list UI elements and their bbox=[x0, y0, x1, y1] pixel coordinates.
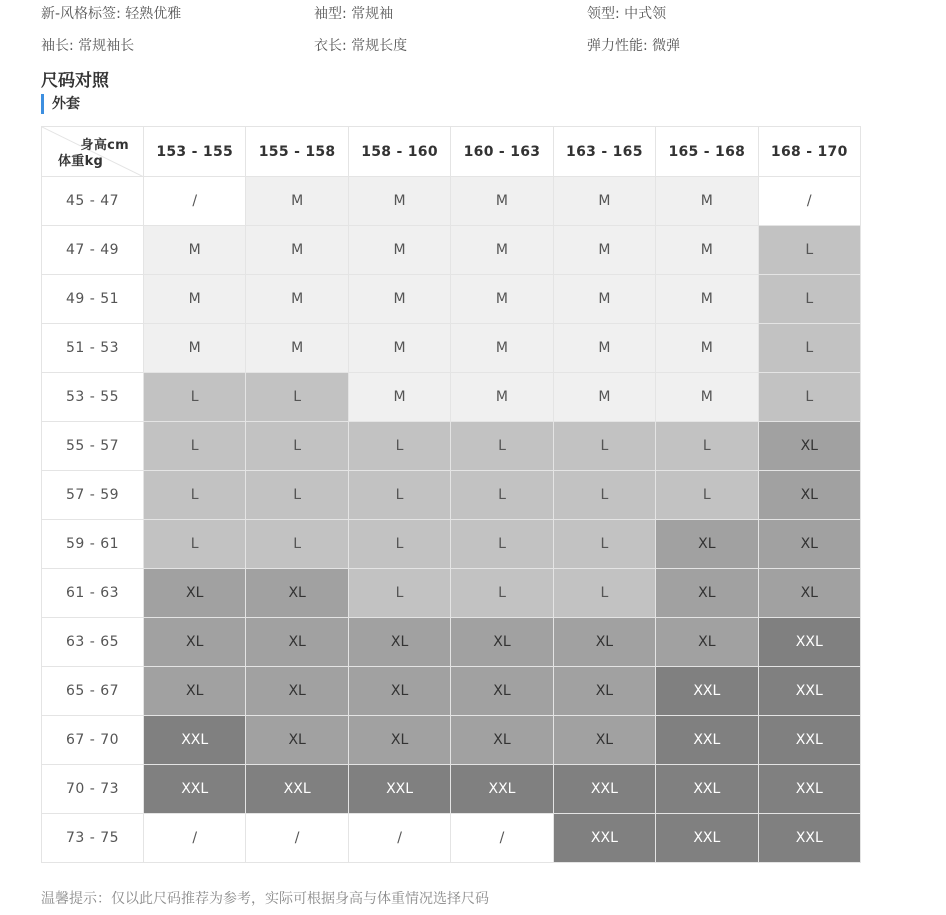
weight-range-cell: 53 - 55 bbox=[42, 373, 144, 422]
weight-range-cell: 45 - 47 bbox=[42, 177, 144, 226]
attribute-label: 新-风格标签 bbox=[41, 6, 117, 22]
size-cell: L bbox=[246, 373, 348, 422]
size-cell: XXL bbox=[656, 667, 758, 716]
height-range-header: 153 - 155 bbox=[144, 127, 246, 177]
size-cell: XL bbox=[348, 618, 450, 667]
attribute-label: 袖长 bbox=[41, 38, 69, 54]
size-cell: / bbox=[144, 814, 246, 863]
table-row bbox=[42, 275, 861, 324]
size-cell: M bbox=[553, 373, 655, 422]
attribute-separator: : bbox=[69, 38, 79, 54]
table-row bbox=[42, 226, 861, 275]
size-cell: M bbox=[656, 275, 758, 324]
table-row bbox=[42, 716, 861, 765]
size-cell: L bbox=[246, 422, 348, 471]
size-cell: XXL bbox=[144, 765, 246, 814]
size-cell: XL bbox=[144, 618, 246, 667]
size-cell: XL bbox=[758, 422, 860, 471]
size-cell: L bbox=[144, 520, 246, 569]
size-cell: XL bbox=[451, 716, 553, 765]
weight-range-cell: 49 - 51 bbox=[42, 275, 144, 324]
size-cell: M bbox=[246, 226, 348, 275]
size-cell: XXL bbox=[758, 716, 860, 765]
size-cell: XL bbox=[246, 618, 348, 667]
size-cell: L bbox=[144, 373, 246, 422]
size-cell: M bbox=[348, 324, 450, 373]
weight-range-cell: 47 - 49 bbox=[42, 226, 144, 275]
attribute-label: 领型 bbox=[587, 6, 615, 22]
height-range-header: 165 - 168 bbox=[656, 127, 758, 177]
table-row bbox=[42, 667, 861, 716]
size-cell: XXL bbox=[348, 765, 450, 814]
size-cell: XXL bbox=[553, 814, 655, 863]
size-cell: L bbox=[553, 569, 655, 618]
size-cell: M bbox=[656, 324, 758, 373]
size-cell: L bbox=[451, 520, 553, 569]
size-cell: L bbox=[553, 422, 655, 471]
attribute-item bbox=[314, 36, 407, 56]
attribute-label: 袖型 bbox=[314, 6, 342, 22]
size-chart-table bbox=[41, 126, 861, 863]
weight-range-cell: 51 - 53 bbox=[42, 324, 144, 373]
size-cell: XXL bbox=[451, 765, 553, 814]
size-cell: XL bbox=[553, 667, 655, 716]
size-cell: M bbox=[553, 177, 655, 226]
size-cell: L bbox=[144, 471, 246, 520]
weight-range-cell: 57 - 59 bbox=[42, 471, 144, 520]
size-cell: M bbox=[348, 373, 450, 422]
attribute-value: 常规长度 bbox=[351, 38, 408, 54]
corner-height-label: 身高cm bbox=[80, 138, 129, 153]
size-cell: M bbox=[656, 373, 758, 422]
size-cell: L bbox=[451, 422, 553, 471]
height-range-header: 158 - 160 bbox=[348, 127, 450, 177]
table-row bbox=[42, 422, 861, 471]
size-cell: M bbox=[144, 275, 246, 324]
size-cell: XXL bbox=[656, 765, 758, 814]
table-row bbox=[42, 569, 861, 618]
size-cell: M bbox=[553, 226, 655, 275]
size-cell: XXL bbox=[656, 716, 758, 765]
size-cell: M bbox=[553, 275, 655, 324]
attribute-item bbox=[587, 4, 666, 24]
size-cell: XXL bbox=[758, 765, 860, 814]
height-range-header: 163 - 165 bbox=[553, 127, 655, 177]
corner-weight-label: 体重kg bbox=[58, 154, 104, 169]
weight-range-cell: 61 - 63 bbox=[42, 569, 144, 618]
size-cell: XXL bbox=[758, 814, 860, 863]
size-cell: L bbox=[348, 520, 450, 569]
attribute-value: 微弹 bbox=[652, 38, 681, 54]
size-cell: M bbox=[348, 275, 450, 324]
weight-range-cell: 59 - 61 bbox=[42, 520, 144, 569]
size-cell: M bbox=[451, 226, 553, 275]
size-cell: XXL bbox=[553, 765, 655, 814]
table-row bbox=[42, 520, 861, 569]
size-cell: XL bbox=[451, 618, 553, 667]
table-row bbox=[42, 814, 861, 863]
weight-range-cell: 63 - 65 bbox=[42, 618, 144, 667]
size-cell: L bbox=[758, 226, 860, 275]
size-cell: XL bbox=[348, 716, 450, 765]
attribute-item bbox=[41, 36, 134, 56]
size-chart-subtitle: 外套 bbox=[41, 94, 80, 114]
weight-range-cell: 55 - 57 bbox=[42, 422, 144, 471]
attribute-label: 衣长 bbox=[314, 38, 342, 54]
size-cell: L bbox=[553, 471, 655, 520]
attribute-value: 轻熟优雅 bbox=[125, 6, 182, 22]
weight-range-cell: 73 - 75 bbox=[42, 814, 144, 863]
size-cell: XXL bbox=[758, 618, 860, 667]
size-cell: XL bbox=[758, 471, 860, 520]
size-cell: XL bbox=[553, 716, 655, 765]
size-cell: XL bbox=[656, 520, 758, 569]
table-row bbox=[42, 765, 861, 814]
weight-range-cell: 67 - 70 bbox=[42, 716, 144, 765]
size-cell: / bbox=[758, 177, 860, 226]
size-cell: M bbox=[348, 177, 450, 226]
attribute-separator: : bbox=[342, 6, 352, 22]
size-cell: / bbox=[144, 177, 246, 226]
size-cell: XL bbox=[656, 618, 758, 667]
table-row bbox=[42, 471, 861, 520]
size-cell: L bbox=[656, 471, 758, 520]
size-cell: / bbox=[348, 814, 450, 863]
size-cell: XL bbox=[246, 716, 348, 765]
size-cell: XXL bbox=[758, 667, 860, 716]
size-cell: M bbox=[348, 226, 450, 275]
size-cell: M bbox=[144, 226, 246, 275]
size-cell: XXL bbox=[656, 814, 758, 863]
size-cell: XXL bbox=[246, 765, 348, 814]
size-cell: XL bbox=[758, 520, 860, 569]
size-cell: XL bbox=[553, 618, 655, 667]
size-cell: L bbox=[246, 471, 348, 520]
size-cell: M bbox=[246, 275, 348, 324]
size-cell: M bbox=[451, 373, 553, 422]
size-cell: M bbox=[451, 177, 553, 226]
table-row bbox=[42, 618, 861, 667]
attribute-separator: : bbox=[342, 38, 352, 54]
size-table-corner-cell bbox=[42, 127, 144, 177]
weight-range-cell: 65 - 67 bbox=[42, 667, 144, 716]
table-row bbox=[42, 177, 861, 226]
size-cell: L bbox=[451, 569, 553, 618]
size-cell: XL bbox=[348, 667, 450, 716]
size-cell: L bbox=[656, 422, 758, 471]
size-cell: L bbox=[348, 422, 450, 471]
size-cell: M bbox=[656, 226, 758, 275]
size-chart-title: 尺码对照 bbox=[41, 71, 109, 91]
size-table-body bbox=[42, 177, 861, 863]
size-cell: XL bbox=[656, 569, 758, 618]
height-range-header: 168 - 170 bbox=[758, 127, 860, 177]
size-cell: / bbox=[246, 814, 348, 863]
table-row bbox=[42, 373, 861, 422]
size-cell: L bbox=[348, 569, 450, 618]
attribute-item bbox=[587, 36, 680, 56]
size-cell: M bbox=[246, 324, 348, 373]
size-cell: L bbox=[451, 471, 553, 520]
size-cell: M bbox=[553, 324, 655, 373]
size-cell: M bbox=[144, 324, 246, 373]
height-range-header: 155 - 158 bbox=[246, 127, 348, 177]
attribute-value: 常规袖长 bbox=[78, 38, 135, 54]
size-table-header-row bbox=[42, 127, 861, 177]
attribute-separator: : bbox=[643, 38, 653, 54]
size-cell: L bbox=[758, 373, 860, 422]
size-cell: L bbox=[758, 324, 860, 373]
size-cell: L bbox=[758, 275, 860, 324]
height-range-header: 160 - 163 bbox=[451, 127, 553, 177]
attribute-separator: : bbox=[615, 6, 625, 22]
size-cell: L bbox=[553, 520, 655, 569]
size-tip-text: 温馨提示：仅以此尺码推荐为参考，实际可根据身高与体重情况选择尺码 bbox=[41, 891, 489, 907]
size-cell: M bbox=[246, 177, 348, 226]
size-cell: M bbox=[451, 324, 553, 373]
size-cell: L bbox=[246, 520, 348, 569]
size-cell: XXL bbox=[144, 716, 246, 765]
attribute-value: 常规袖 bbox=[351, 6, 394, 22]
size-cell: XL bbox=[451, 667, 553, 716]
attribute-item bbox=[41, 4, 181, 24]
attribute-separator: : bbox=[116, 6, 126, 22]
size-cell: XL bbox=[144, 569, 246, 618]
size-cell: XL bbox=[246, 667, 348, 716]
size-cell: L bbox=[348, 471, 450, 520]
attribute-value: 中式领 bbox=[624, 6, 667, 22]
weight-range-cell: 70 - 73 bbox=[42, 765, 144, 814]
size-cell: / bbox=[451, 814, 553, 863]
attribute-item bbox=[314, 4, 393, 24]
size-cell: XL bbox=[246, 569, 348, 618]
size-cell: XL bbox=[144, 667, 246, 716]
table-row bbox=[42, 324, 861, 373]
size-cell: XL bbox=[758, 569, 860, 618]
size-cell: M bbox=[656, 177, 758, 226]
size-cell: L bbox=[144, 422, 246, 471]
attribute-label: 弹力性能 bbox=[587, 38, 643, 54]
size-cell: M bbox=[451, 275, 553, 324]
